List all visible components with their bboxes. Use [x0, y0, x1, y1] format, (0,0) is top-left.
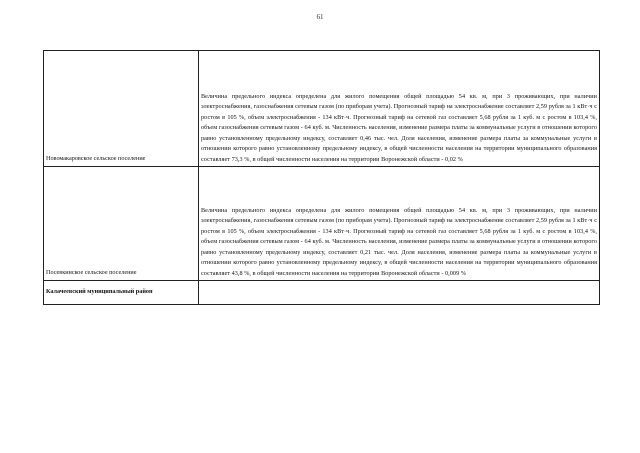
table-row: [44, 51, 600, 167]
district-row: [44, 281, 600, 305]
index-description-cell: Величина предельного индекса определена для жилого помещения общей площадью 54 кв. м, при 3 проживающих, при наличии электроснабжения, газоснабжения сетевым газом (по приборам учета). Прогнозный тариф на электроснабжение составляет 2,59 рубля за 1 кВт·ч с ростом в 105 %, объем электроснабжения - 134 кВт·ч. Прогнозный тариф на сетевой газ составляет 5,68 рубля за 1 куб. м с ростом в 103,4 %, объем газоснабжения сетевым газом - 64 куб. м. Численность населения, изменение размера платы за коммунальные услуги в отношении которого равно установленному предельному индексу, составляет 0,21 тыс. чел. Доля населения, изменение размера платы за коммунальные услуги в отношении которого равно установленному предельному индексу, в общей численности населения на территории муниципального образования составляет 43,8 %, в общей численности населения на территории Воронежской области - 0,009 %: [199, 167, 600, 281]
index-description-cell: Величина предельного индекса определена для жилого помещения общей площадью 54 кв. м, при 3 проживающих, при наличии электроснабжения, газоснабжения сетевым газом (по приборам учета). Прогнозный тариф на электроснабжение составляет 2,59 рубля за 1 кВт·ч с ростом в 105 %, объем электроснабжения - 134 кВт·ч. Прогнозный тариф на сетевой газ составляет 5,68 рубля за 1 куб. м с ростом в 103,4 %, объем газоснабжения сетевым газом - 64 куб. м. Численность населения, изменение размера платы за коммунальные услуги в отношении которого равно установленному предельному индексу, составляет 0,46 тыс. чел. Доля населения, изменение размера платы за коммунальные услуги в отношении которого равно установленному предельному индексу, в общей численности населения на территории муниципального образования составляет 73,3 %, в общей численности населения на территории Воронежской области - 0,02 %: [199, 51, 600, 167]
settlement-name-cell: Посевкинское сельское поселение: [44, 167, 199, 281]
settlement-index-table: [43, 50, 600, 305]
settlement-name-cell: Новомакаровское сельское поселение: [44, 51, 199, 167]
empty-cell: [199, 281, 600, 305]
table-row: [44, 167, 600, 281]
district-name-cell: Калачеевский муниципальный район: [44, 281, 199, 305]
page-number: 61: [316, 13, 324, 21]
